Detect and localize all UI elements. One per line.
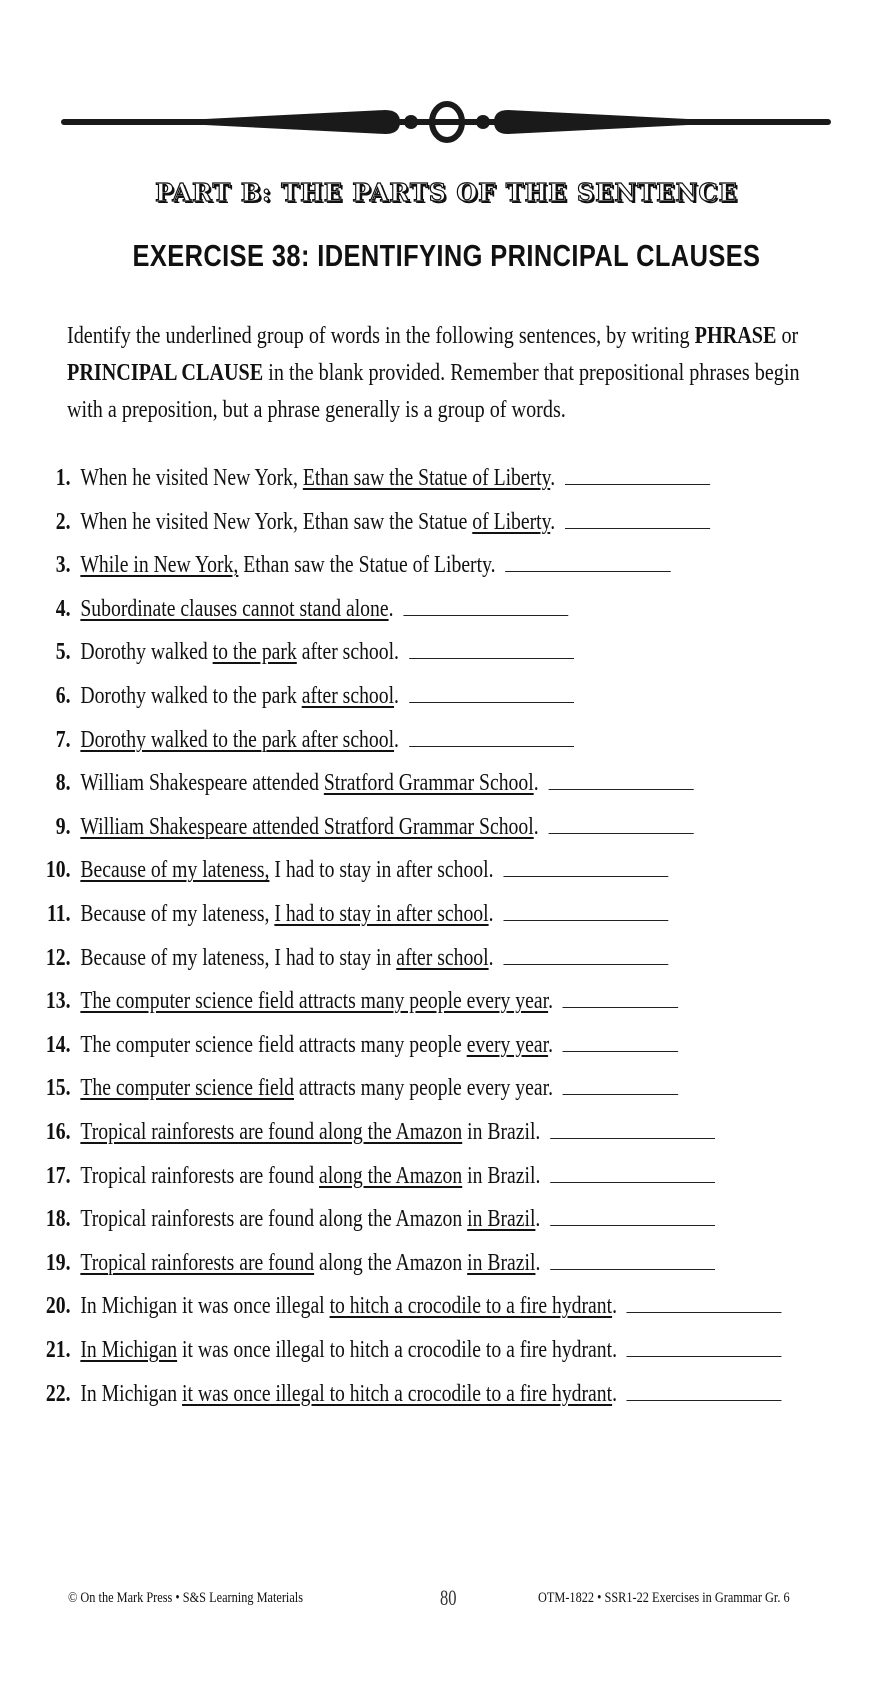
answer-blank[interactable] xyxy=(548,763,693,790)
sentence-text: attracts many people every year. xyxy=(294,1075,554,1102)
instructions-text: with a preposition, but a phrase generally is a group of words. xyxy=(67,397,566,423)
exercise-item xyxy=(0,720,574,760)
answer-blank[interactable] xyxy=(550,1112,715,1139)
sentence-text: In Michigan it was once illegal xyxy=(80,1293,330,1320)
item-number: 2. xyxy=(55,508,71,535)
sentence-text: . xyxy=(388,595,394,622)
left-wedge-ornament xyxy=(185,110,400,134)
exercise-item xyxy=(0,894,668,934)
decorative-divider-ornament xyxy=(0,90,893,154)
underlined-words: I had to stay in after school xyxy=(274,901,489,927)
underlined-words: The computer science field xyxy=(80,1075,295,1102)
item-number: 9. xyxy=(55,813,71,840)
underlined-words: Tropical rainforests are found xyxy=(80,1249,315,1276)
answer-blank[interactable] xyxy=(505,545,670,572)
sentence-text: after school. xyxy=(296,639,399,666)
item-number: 19. xyxy=(45,1249,71,1276)
sentence-text: William Shakespeare attended xyxy=(80,770,324,797)
exercise-item xyxy=(0,1286,782,1326)
sentence-text: . xyxy=(394,683,399,709)
item-number: 3. xyxy=(55,552,71,579)
sentence-text: . xyxy=(612,1293,618,1320)
answer-blank[interactable] xyxy=(627,1330,782,1357)
item-number: 10. xyxy=(45,857,71,884)
exercise-item xyxy=(0,458,710,498)
underlined-words: The computer science field attracts many people every year xyxy=(80,988,549,1015)
sentence-text: . xyxy=(488,901,494,927)
answer-blank[interactable] xyxy=(503,938,668,965)
exercise-item xyxy=(0,1068,678,1108)
underlined-words: along the Amazon xyxy=(319,1162,463,1189)
item-number: 16. xyxy=(45,1119,71,1145)
exercise-item xyxy=(0,850,668,890)
footer-copyright: © On the Mark Press • S&S Learning Materials xyxy=(68,1590,304,1606)
underlined-words: Stratford Grammar School xyxy=(323,770,534,797)
answer-blank[interactable] xyxy=(403,589,568,616)
sentence-text: . xyxy=(550,465,556,491)
answer-blank[interactable] xyxy=(503,850,668,877)
sentence-text: . xyxy=(612,1380,618,1407)
sentence-text: . xyxy=(548,988,554,1015)
item-number: 11. xyxy=(46,901,71,927)
item-number: 8. xyxy=(55,770,71,797)
exercise-item xyxy=(0,938,668,978)
answer-blank[interactable] xyxy=(503,894,668,921)
underlined-words: in Brazil xyxy=(467,1249,536,1276)
left-dot-ornament xyxy=(404,115,418,129)
answer-blank[interactable] xyxy=(563,981,678,1008)
underlined-words: after school xyxy=(396,944,489,971)
sentence-text: . xyxy=(394,726,399,753)
exercise-item xyxy=(0,632,574,672)
item-number: 17. xyxy=(45,1162,71,1189)
answer-blank[interactable] xyxy=(563,1025,678,1052)
underlined-words: to hitch a crocodile to a fire hydrant xyxy=(329,1293,613,1320)
answer-blank[interactable] xyxy=(627,1374,782,1401)
exercise-item xyxy=(0,981,678,1021)
sentence-text: Ethan saw the Statue of Liberty. xyxy=(238,552,496,579)
sentence-text: Dorothy walked to the park xyxy=(80,683,302,709)
answer-blank[interactable] xyxy=(563,1068,678,1095)
answer-blank[interactable] xyxy=(550,1199,715,1226)
answer-blank[interactable] xyxy=(548,807,693,834)
underlined-words: Tropical rainforests are found along the Amazon xyxy=(80,1119,463,1145)
sentence-text: When he visited New York, Ethan saw the Statue xyxy=(80,508,473,535)
exercise-item xyxy=(0,1156,715,1196)
item-number: 22. xyxy=(45,1380,71,1407)
answer-blank[interactable] xyxy=(565,502,710,529)
instructions-text: or xyxy=(776,323,799,349)
underlined-words: Subordinate clauses cannot stand alone xyxy=(80,595,389,622)
underlined-words: In Michigan xyxy=(80,1337,178,1363)
item-number: 1. xyxy=(55,465,71,491)
instructions-text: Identify the underlined group of words in the following sentences, by writing xyxy=(67,323,695,349)
answer-blank[interactable] xyxy=(409,632,574,659)
answer-blank[interactable] xyxy=(550,1243,715,1270)
instructions xyxy=(67,318,823,429)
underlined-words: every year xyxy=(466,1031,549,1058)
sentence-text: . xyxy=(550,508,556,535)
exercise-title: EXERCISE 38: IDENTIFYING PRINCIPAL CLAUSES xyxy=(132,238,761,273)
item-number: 4. xyxy=(55,595,71,622)
sentence-text: Tropical rainforests are found xyxy=(80,1162,320,1189)
item-number: 20. xyxy=(45,1293,71,1320)
sentence-text: Because of my lateness, I had to stay in xyxy=(80,944,397,971)
exercise-item xyxy=(0,1112,715,1152)
answer-blank[interactable] xyxy=(409,720,574,747)
sentence-text: When he visited New York, xyxy=(80,465,303,491)
sentence-text: . xyxy=(535,1249,541,1276)
item-number: 6. xyxy=(55,683,71,709)
answer-blank[interactable] xyxy=(409,676,574,703)
underlined-words: of Liberty xyxy=(472,508,551,535)
item-number: 7. xyxy=(55,726,71,753)
underlined-words: Because of my lateness, xyxy=(80,857,270,884)
footer-product-code: OTM-1822 • SSR1-22 Exercises in Grammar Gr. 6 xyxy=(538,1590,790,1606)
underlined-words: to the park xyxy=(212,639,297,666)
exercise-item xyxy=(0,545,670,585)
sentence-text: . xyxy=(548,1031,554,1058)
item-number: 12. xyxy=(45,944,71,971)
underlined-words: it was once illegal to hitch a crocodile to a fire hydrant xyxy=(182,1380,613,1407)
exercise-item xyxy=(0,1330,782,1370)
item-number: 18. xyxy=(45,1206,71,1233)
exercise-item xyxy=(0,589,568,629)
keyword-principal-clause: PRINCIPAL CLAUSE xyxy=(67,360,264,386)
part-title: PART B: THE PARTS OF THE SENTENCE xyxy=(155,178,738,207)
exercise-item xyxy=(0,1199,715,1239)
item-number: 15. xyxy=(45,1075,71,1102)
underlined-words: Dorothy walked to the park after school xyxy=(80,726,395,753)
sentence-text: In Michigan xyxy=(80,1380,183,1407)
underlined-words: While in New York, xyxy=(80,552,239,579)
exercise-item xyxy=(0,502,710,542)
page-number: 80 xyxy=(440,1585,457,1610)
item-number: 21. xyxy=(45,1337,71,1363)
sentence-text: . xyxy=(533,770,539,797)
answer-blank[interactable] xyxy=(565,458,710,485)
exercise-item xyxy=(0,676,574,716)
item-number: 5. xyxy=(55,639,71,666)
sentence-text: . xyxy=(533,813,539,840)
underlined-words: Ethan saw the Statue of Liberty xyxy=(302,465,551,491)
sentence-text: in Brazil. xyxy=(462,1162,541,1189)
exercise-item xyxy=(0,807,693,847)
exercise-item xyxy=(0,763,693,803)
item-number: 13. xyxy=(45,988,71,1015)
sentence-text: The computer science field attracts many people xyxy=(80,1031,467,1058)
exercise-item xyxy=(0,1025,678,1065)
sentence-text: . xyxy=(488,944,494,971)
exercise-item xyxy=(0,1374,782,1414)
instructions-text: in the blank provided. Remember that prepositional phrases begin xyxy=(263,360,800,386)
right-dot-ornament xyxy=(476,115,490,129)
sentence-text: Dorothy walked xyxy=(80,639,213,666)
sentence-text: I had to stay in after school. xyxy=(269,857,494,884)
exercise-item xyxy=(0,1243,715,1283)
sentence-text: Because of my lateness, xyxy=(80,901,275,927)
underlined-words: after school xyxy=(301,683,395,709)
item-number: 14. xyxy=(45,1031,71,1058)
keyword-phrase: PHRASE xyxy=(694,323,777,349)
sentence-text: it was once illegal to hitch a crocodile to a fire hydrant. xyxy=(177,1337,618,1363)
answer-blank[interactable] xyxy=(627,1286,782,1313)
underlined-words: William Shakespeare attended Stratford Grammar School xyxy=(80,813,534,840)
sentence-text: Tropical rainforests are found along the Amazon xyxy=(80,1206,468,1233)
right-wedge-ornament xyxy=(494,110,708,134)
sentence-text: in Brazil. xyxy=(462,1119,541,1145)
answer-blank[interactable] xyxy=(550,1156,715,1183)
sentence-text: along the Amazon xyxy=(314,1249,468,1276)
underlined-words: in Brazil xyxy=(467,1206,536,1233)
sentence-text: . xyxy=(535,1206,541,1233)
